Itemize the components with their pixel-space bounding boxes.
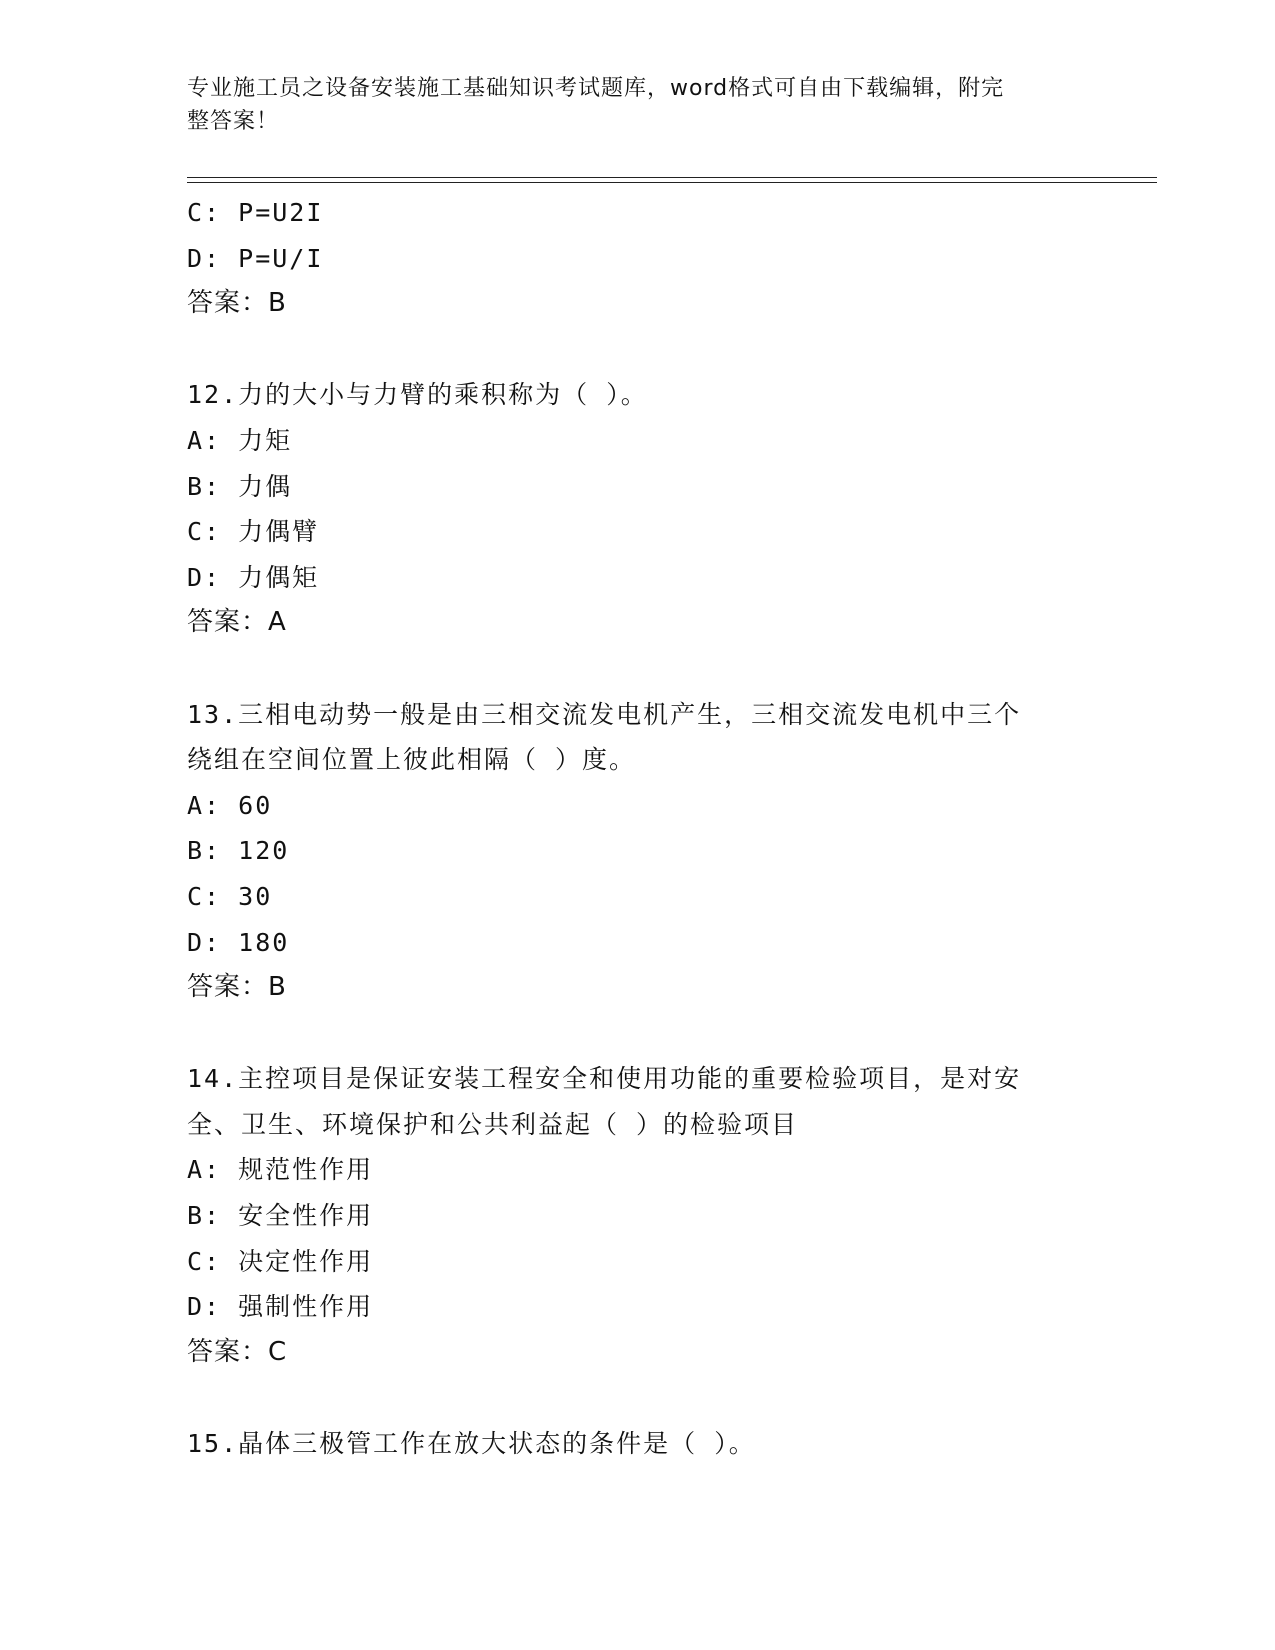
option-d: D: P=U/I <box>187 243 324 273</box>
question-stem: 12.力的大小与力臂的乘积称为（ ）。 <box>187 380 648 410</box>
answer: 答案：A <box>187 607 287 638</box>
option-b: B: 安全性作用 <box>187 1201 374 1231</box>
option-c: C: 30 <box>187 881 273 911</box>
header-divider-top <box>187 177 1157 178</box>
question-15 <box>187 1421 1087 1467</box>
header-line-1: 专业施工员之设备安装施工基础知识考试题库，word格式可自由下载编辑，附完 <box>187 76 1005 101</box>
question-stem: 15.晶体三极管工作在放大状态的条件是（ ）。 <box>187 1429 756 1459</box>
header-divider-bottom <box>187 182 1157 183</box>
header-note <box>187 72 1077 138</box>
option-d: D: 强制性作用 <box>187 1292 374 1322</box>
option-c: C: P=U2I <box>187 198 324 227</box>
option-a: A: 60 <box>187 790 273 820</box>
header-line-2: 整答案！ <box>187 109 280 134</box>
option-d: D: 180 <box>187 927 290 957</box>
question-12 <box>187 372 1087 646</box>
option-b: B: 力偶 <box>187 471 293 501</box>
option-c: C: 决定性作用 <box>187 1246 374 1276</box>
option-d: D: 力偶矩 <box>187 562 320 592</box>
spacer <box>187 1375 1087 1421</box>
spacer <box>187 1011 1087 1057</box>
spacer <box>187 327 1087 373</box>
answer: 答案：C <box>187 1336 288 1367</box>
question-stem-line-1: 13.三相电动势一般是由三相交流发电机产生，三相交流发电机中三个 <box>187 699 1022 729</box>
option-c: C: 力偶臂 <box>187 517 320 547</box>
option-b: B: 120 <box>187 836 290 866</box>
option-a: A: 规范性作用 <box>187 1155 374 1185</box>
spacer <box>187 646 1087 692</box>
question-14 <box>187 1056 1087 1375</box>
question-13 <box>187 692 1087 1011</box>
option-a: A: 力矩 <box>187 425 293 455</box>
answer: 答案：B <box>187 288 287 319</box>
question-stem-line-1: 14.主控项目是保证安装工程安全和使用功能的重要检验项目，是对安 <box>187 1064 1022 1094</box>
question-list <box>187 190 1087 1467</box>
answer: 答案：B <box>187 972 287 1003</box>
question-stem-line-2: 全、卫生、环境保护和公共利益起（ ）的检验项目 <box>187 1109 799 1139</box>
question-stem-line-2: 绕组在空间位置上彼此相隔（ ）度。 <box>187 745 637 775</box>
